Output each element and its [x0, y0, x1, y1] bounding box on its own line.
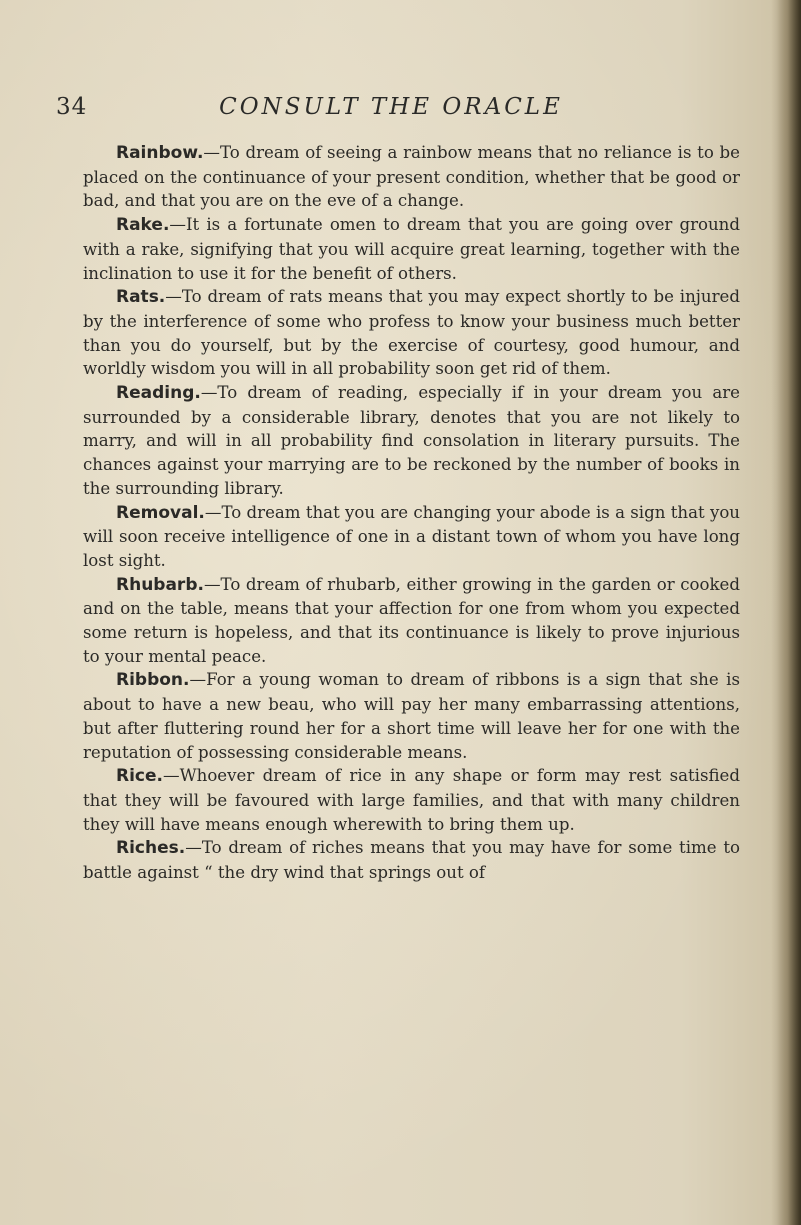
dictionary-entry-ribbon: [83, 668, 740, 764]
page-header: [56, 94, 726, 134]
entry-text: —To dream of seeing a rainbow means that no reliance is to be placed on the continuance of your present condition, whether that be good or bad, and that you are on the eve of a change.: [83, 143, 740, 211]
entry-text: —To dream of reading, especially if in your dream you are surrounded by a considerable library, denotes that you are not likely to marry, and will in all probability find consolation in literary pursuits. The chances against your marrying are to be reckoned by the number of books in the surrounding library.: [83, 383, 740, 498]
page-edge-shadow: [771, 0, 801, 1225]
entry-term: Reading.: [116, 383, 201, 404]
entry-term: Riches.: [116, 838, 186, 859]
entry-text: —To dream of riches means that you may have for some time to battle against “ the dry wind that springs out of: [83, 838, 740, 883]
dictionary-entry-rhubarb: [83, 573, 740, 669]
entry-text: —To dream of rhubarb, either growing in the garden or cooked and on the table, means that your affection for one from whom you expected some return is hopeless, and that its continuance is likely to prove injurious to your mental peace.: [83, 574, 740, 666]
entry-text: —Whoever dream of rice in any shape or form may rest satisfied that they will be favoured with large families, and that with many children they will have means enough wherewith to bring them up.: [83, 766, 740, 834]
entry-term: Rhubarb.: [116, 574, 204, 595]
page-number: 34: [56, 94, 88, 120]
entry-term: Rice.: [116, 766, 163, 787]
dictionary-entry-rainbow: [83, 141, 740, 213]
dictionary-entry-riches: [83, 836, 740, 884]
page-body: [83, 141, 740, 885]
dictionary-entry-rats: [83, 285, 740, 381]
entry-text: —It is a fortunate omen to dream that you are going over ground with a rake, signifying that you will acquire great learning, together with the inclination to use it for the benefit of others.: [83, 215, 740, 283]
entry-term: Ribbon.: [116, 670, 190, 691]
dictionary-entry-rake: [83, 213, 740, 285]
entry-term: Rats.: [116, 287, 166, 308]
entry-text: —For a young woman to dream of ribbons is a sign that she is about to have a new beau, who will pay her many embarrassing attentions, but after fluttering round her for a short time will leave her for one with the reputation of possessing considerable means.: [83, 670, 740, 762]
running-title: CONSULT THE ORACLE: [219, 94, 563, 120]
dictionary-entry-rice: [83, 764, 740, 836]
entry-text: —To dream that you are changing your abode is a sign that you will soon receive intelligence of one in a distant town of whom you have long lost sight.: [83, 502, 740, 570]
entry-term: Rake.: [116, 215, 170, 236]
dictionary-entry-removal: [83, 501, 740, 573]
entry-term: Rainbow.: [116, 143, 204, 163]
entry-term: Removal.: [116, 502, 205, 523]
entry-text: —To dream of rats means that you may expect shortly to be injured by the interference of some who profess to know your business much better than you do yourself, but by the exercise of courtesy, good humour, and worldly wisdom you will in all probability soon get rid of them.: [83, 287, 740, 379]
dictionary-entry-reading: [83, 381, 740, 501]
